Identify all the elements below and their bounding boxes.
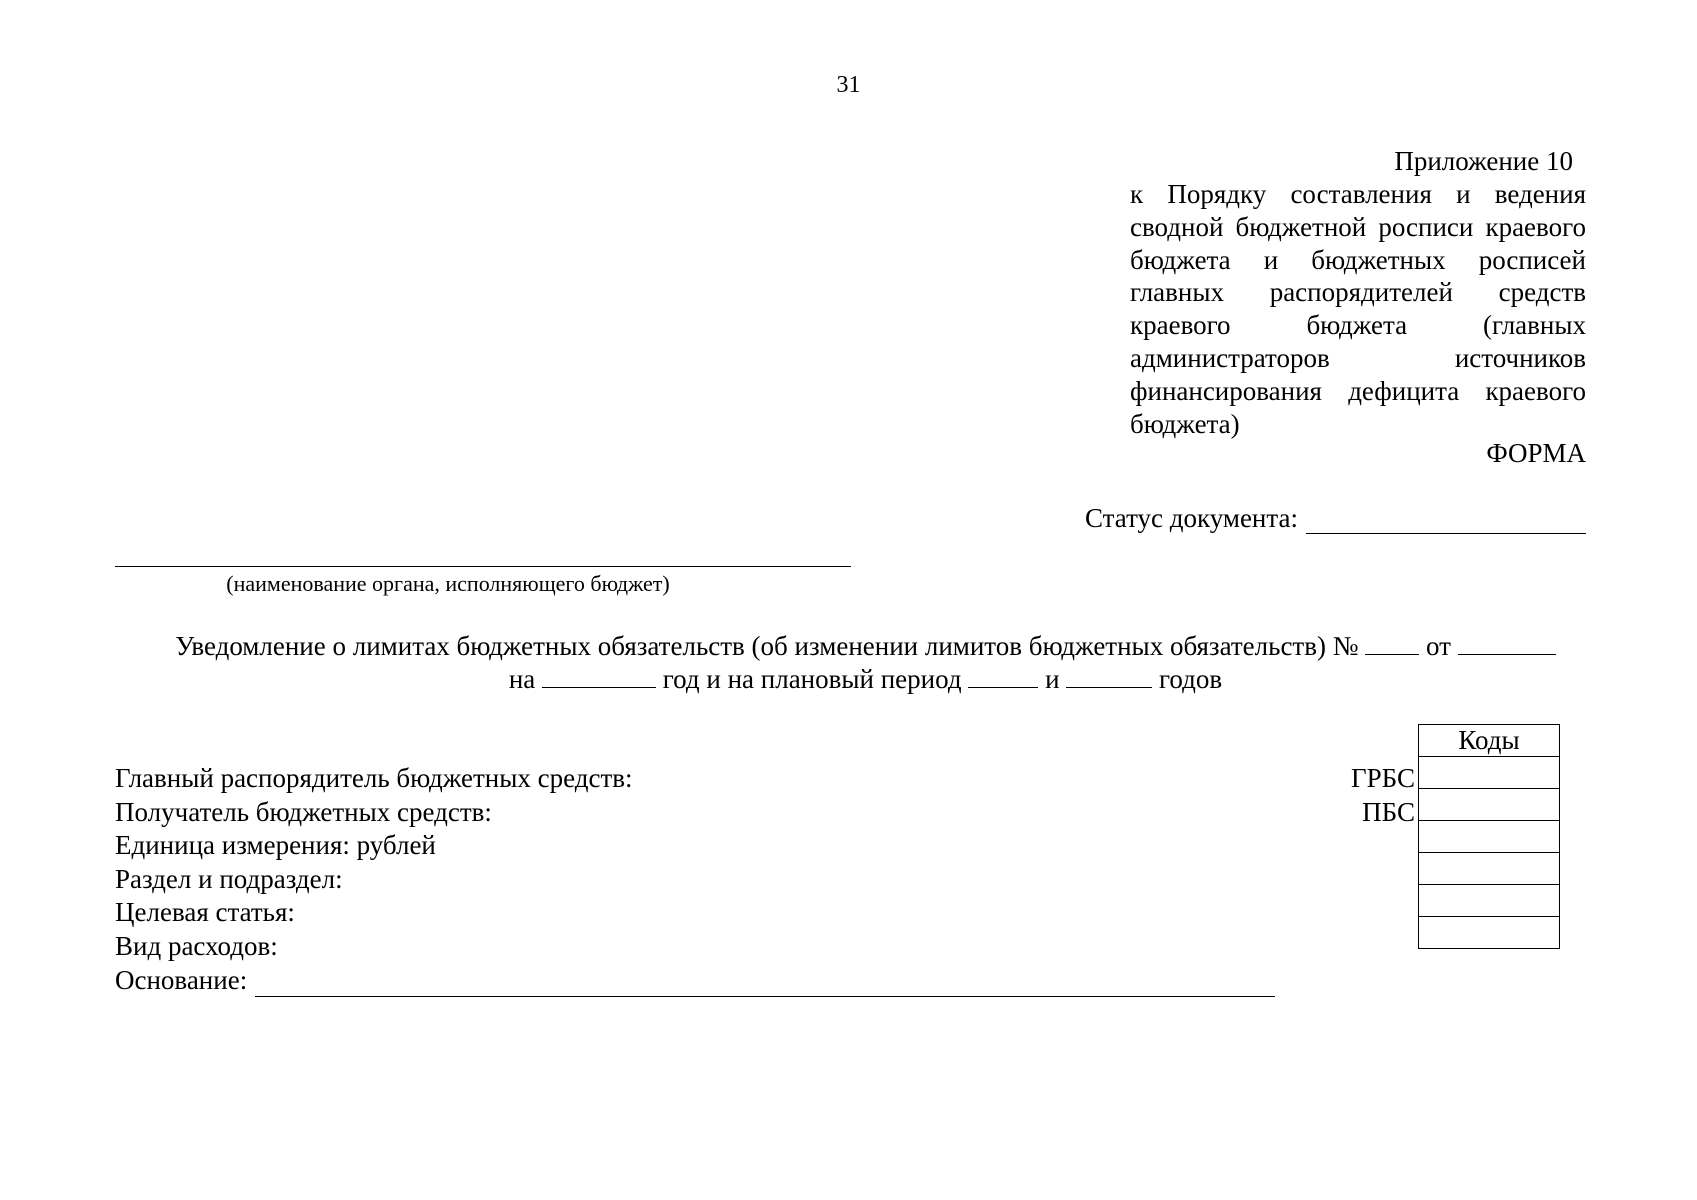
budget-organ-caption: (наименование органа, исполняющего бюджет) (226, 571, 670, 596)
codes-header: Коды (1419, 725, 1560, 757)
appendix-title: Приложение 10 (1394, 146, 1573, 176)
code-labels (1330, 762, 1415, 829)
notice-date-label: от (1426, 631, 1451, 661)
code-label-pbs: ПБС (1362, 796, 1415, 827)
form-label: ФОРМА (1486, 438, 1586, 468)
code-label-grbs: ГРБС (1351, 763, 1415, 793)
basis-input-line[interactable] (255, 974, 1275, 997)
form-fields (115, 762, 1275, 997)
notice-year-prefix: на (508, 664, 536, 694)
code-cell-section[interactable] (1419, 853, 1560, 885)
budget-organ-name-field[interactable] (115, 566, 851, 567)
notice-year-field[interactable] (542, 665, 656, 688)
planning-year-1-field[interactable] (968, 665, 1038, 688)
field-basis-label: Основание: (115, 964, 248, 995)
notice-title-line-1 (0, 631, 1697, 662)
notice-planning-period-label: год и на плановый период (662, 664, 962, 694)
code-cell-expense-type[interactable] (1419, 917, 1560, 949)
code-cell-grbs[interactable] (1419, 757, 1560, 789)
notice-date-field[interactable] (1458, 632, 1556, 655)
field-grbs: Главный распорядитель бюджетных средств: (115, 763, 633, 793)
code-cell-pbs[interactable] (1419, 789, 1560, 821)
document-status-label: Статус документа: (1085, 503, 1298, 533)
code-cell-target-article[interactable] (1419, 885, 1560, 917)
planning-year-2-field[interactable] (1066, 665, 1152, 688)
codes-table (1418, 724, 1560, 949)
planning-years-suffix: годов (1159, 664, 1223, 694)
code-cell-unit[interactable] (1419, 821, 1560, 853)
field-recipient: Получатель бюджетных средств: (115, 796, 492, 827)
planning-and-label: и (1045, 664, 1060, 694)
document-status-field[interactable] (1306, 511, 1586, 534)
notice-title-line-2 (0, 664, 1697, 695)
page-number: 31 (836, 72, 861, 98)
notice-title-text: Уведомление о лимитах бюджетных обязательств (об изменении лимитов бюджетных обязательств) № (175, 631, 1359, 661)
document-status-row (1085, 503, 1586, 534)
field-basis (115, 964, 1275, 998)
notice-number-field[interactable] (1365, 632, 1419, 655)
field-expense-type: Вид расходов: (115, 930, 278, 961)
field-section: Раздел и подраздел: (115, 863, 343, 894)
appendix-body: к Порядку составления и ведения сводной бюджетной росписи краевого бюджета и бюджетных росписей главных распорядителей средств краевого бюджета (главных администраторов источников финансирования дефицита краевого бюджета) (1130, 179, 1586, 439)
field-target-article: Целевая статья: (115, 897, 295, 928)
field-unit: Единица измерения: рублей (115, 830, 436, 861)
